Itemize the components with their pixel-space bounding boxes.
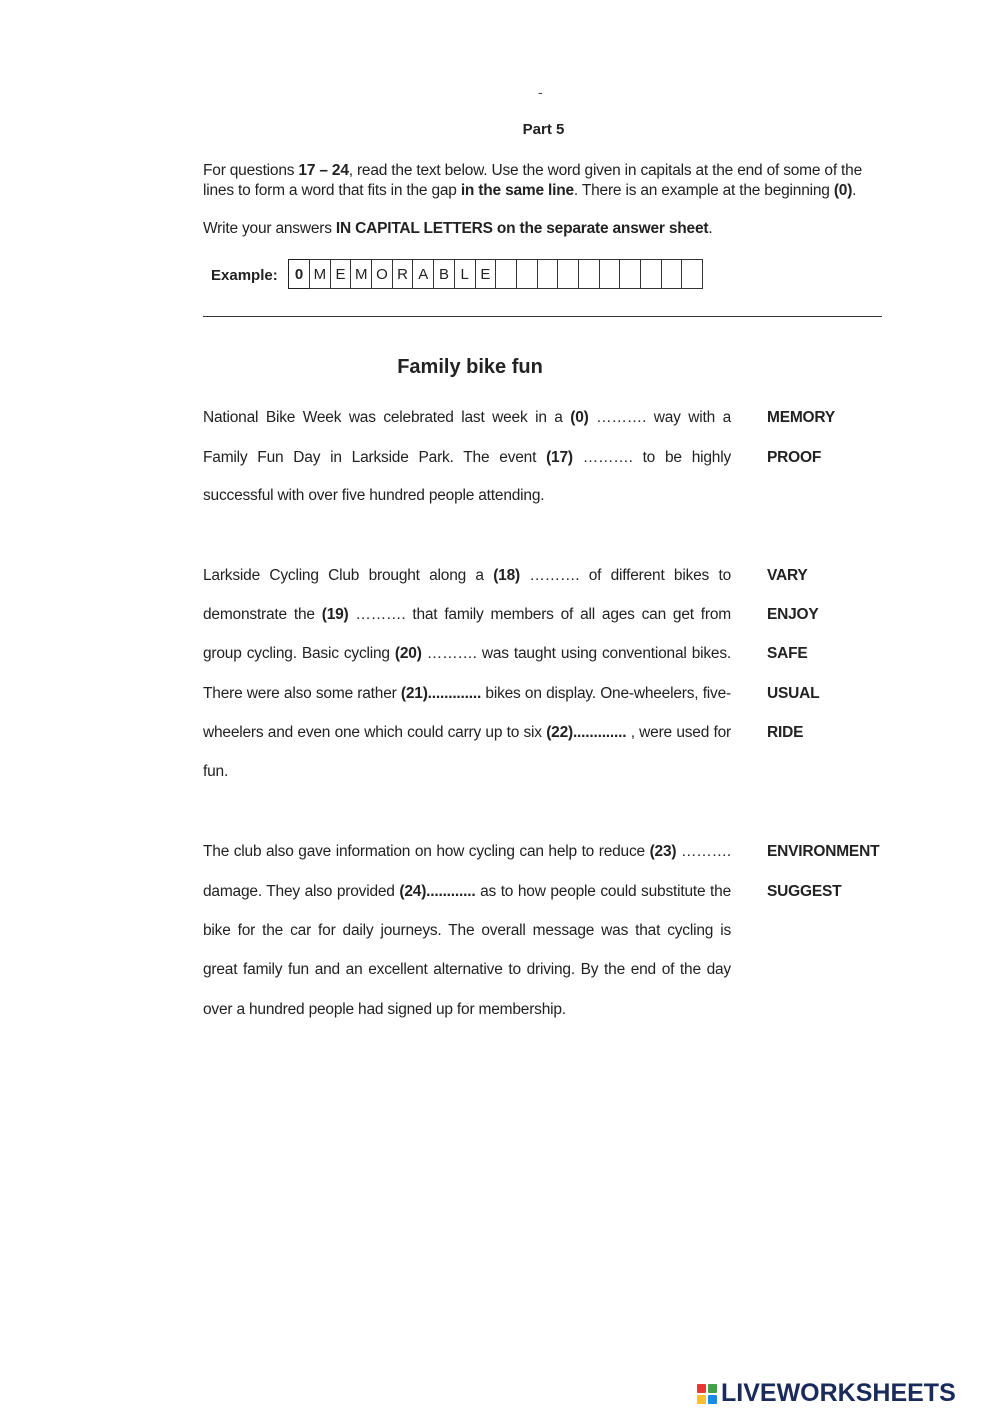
example-letter-cell: [537, 259, 559, 289]
line-text: , were used for: [626, 724, 731, 741]
example-letter-cell: [661, 259, 683, 289]
keyword: ENVIRONMENT: [767, 843, 880, 860]
line-text: ……….: [676, 843, 731, 860]
example-letter-cell: O: [371, 259, 393, 289]
logo-square: [697, 1384, 706, 1393]
example-letter-cell: E: [330, 259, 352, 289]
example-letter-cell: [578, 259, 600, 289]
gap-number: (21).............: [400, 685, 482, 702]
example-label: Example:: [211, 267, 278, 284]
text-line: [203, 724, 731, 742]
example-letter-cell: [599, 259, 621, 289]
example-letter-cell: [681, 259, 703, 289]
text-line: [203, 606, 731, 624]
instr-text: , read the text below. Use the word given in capitals at the end of some of the lines to form a word that fits in the gap: [203, 162, 862, 199]
gap-number: (17): [546, 449, 573, 466]
text-line: bike for the car for daily journeys. The overall message was that cycling is: [203, 922, 731, 939]
example-answer-grid: [288, 259, 703, 289]
line-text: damage. They also provided: [203, 883, 400, 900]
example-letter-cell: [516, 259, 538, 289]
instr-bold: 17 – 24: [298, 162, 349, 179]
gap-number: (19): [321, 606, 349, 623]
line-text: wheelers and even one which could carry up to six: [203, 724, 547, 741]
instr-bold: in the same line: [460, 182, 574, 199]
text-title: Family bike fun: [397, 356, 543, 378]
instr-text: .: [852, 182, 857, 199]
line-text: ………. to be highly: [572, 449, 731, 466]
instr-text: . There is an example at the beginning: [573, 182, 834, 199]
keyword: PROOF: [767, 449, 822, 466]
text-line: successful with over five hundred people attending.: [203, 487, 545, 504]
text-line: [203, 685, 731, 703]
gap-number: (20): [394, 645, 422, 662]
line-text: ………. was taught using conventional bikes.: [421, 645, 731, 662]
gap-number: (24)............: [399, 883, 476, 900]
line-text: ………. of different bikes to: [519, 567, 732, 584]
example-letter-cell: M: [309, 259, 331, 289]
keyword: VARY: [767, 567, 808, 584]
example-letter-cell: A: [412, 259, 434, 289]
divider: [203, 316, 882, 317]
line-text: bikes on display. One-wheelers, five-: [481, 685, 731, 702]
text-line: [203, 645, 731, 663]
line-text: There were also some rather: [203, 685, 401, 702]
brand-name: LIVEWORKSHEETS: [721, 1379, 956, 1407]
gap-number: (23): [649, 843, 677, 860]
keyword: ENJOY: [767, 606, 819, 623]
instr-bold: IN CAPITAL LETTERS on the separate answer sheet: [335, 220, 709, 237]
gap-number: (22).............: [546, 724, 627, 741]
keyword: SAFE: [767, 645, 808, 662]
logo-square: [708, 1395, 717, 1404]
answer-instructions: [203, 220, 883, 238]
page-mark: -: [538, 84, 543, 100]
example-letter-cell: [557, 259, 579, 289]
line-text: Larkside Cycling Club brought along a: [203, 567, 494, 584]
keyword: RIDE: [767, 724, 804, 741]
logo-square: [708, 1384, 717, 1393]
line-text: The club also gave information on how cycling can help to reduce: [203, 843, 650, 860]
text-line: [203, 409, 731, 427]
example-letter-cell: [640, 259, 662, 289]
line-text: National Bike Week was celebrated last week in a: [203, 409, 571, 426]
text-line: [203, 449, 731, 467]
gap-number: (18): [493, 567, 520, 584]
text-line: [203, 843, 731, 861]
part-heading: Part 5: [522, 121, 565, 138]
instr-text: For questions: [203, 162, 299, 179]
keyword: MEMORY: [767, 409, 835, 426]
logo-square: [697, 1395, 706, 1404]
line-text: Family Fun Day in Larkside Park. The event: [203, 449, 547, 466]
text-line: [203, 883, 731, 901]
example-number-cell: 0: [288, 259, 310, 289]
line-text: ………. way with a: [588, 409, 731, 426]
example-letter-cell: [495, 259, 517, 289]
logo-icon: [697, 1384, 717, 1404]
text-line: [203, 567, 731, 585]
text-line: great family fun and an excellent alternative to driving. By the end of the day: [203, 961, 731, 978]
line-text: demonstrate the: [203, 606, 322, 623]
instr-text: Write your answers: [203, 220, 336, 237]
text-line: over a hundred people had signed up for membership.: [203, 1001, 566, 1018]
example-letter-cell: B: [433, 259, 455, 289]
keyword: SUGGEST: [767, 883, 842, 900]
example-letter-cell: L: [454, 259, 476, 289]
gap-number: (0): [570, 409, 589, 426]
instructions-paragraph: [203, 161, 883, 201]
example-letter-cell: E: [475, 259, 497, 289]
instr-text: .: [708, 220, 713, 237]
text-line: fun.: [203, 763, 229, 780]
line-text: group cycling. Basic cycling: [203, 645, 395, 662]
liveworksheets-logo[interactable]: [697, 1379, 956, 1408]
line-text: ………. that family members of all ages can get from: [348, 606, 731, 623]
keyword: USUAL: [767, 685, 820, 702]
instr-bold: (0): [833, 182, 853, 199]
example-letter-cell: [619, 259, 641, 289]
example-letter-cell: M: [350, 259, 372, 289]
example-letter-cell: R: [392, 259, 414, 289]
line-text: as to how people could substitute the: [475, 883, 731, 900]
